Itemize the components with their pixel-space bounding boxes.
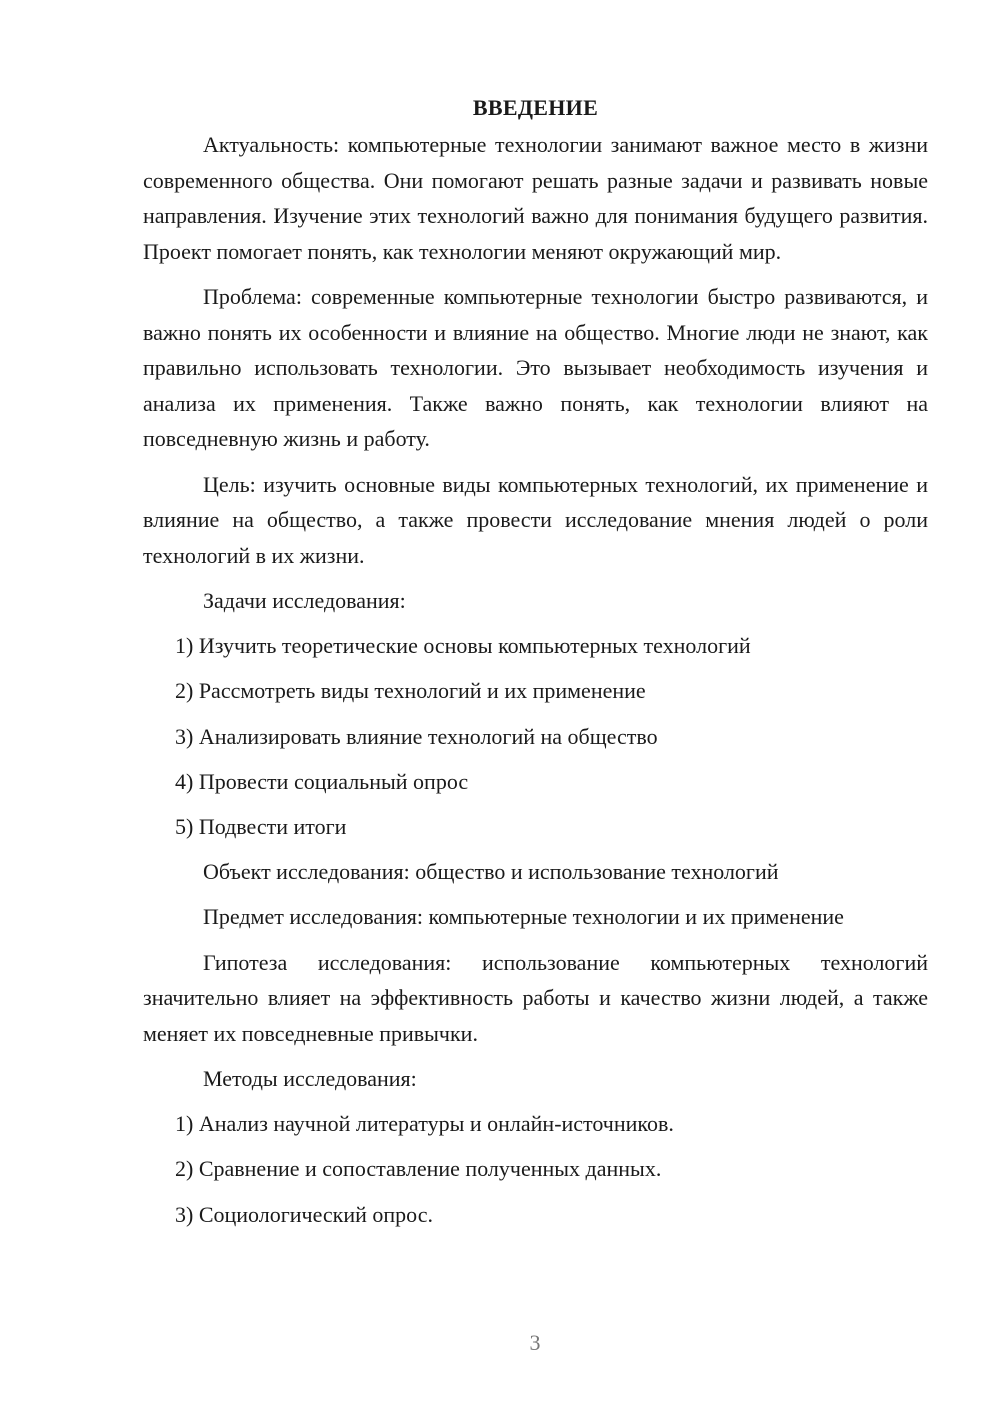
method-item: 2) Сравнение и сопоставление полученных данных. [175, 1156, 662, 1182]
hypothesis-paragraph: Гипотеза исследования: использование компьютерных технологий значительно влияет на эффективность работы и качество жизни людей, а также меняет их повседневные привычки. [143, 949, 928, 1046]
problem-paragraph: Проблема: современные компьютерные технологии быстро развиваются, и важно понять их особенности и влияние на общество. Многие люди не знают, как правильно использовать технологии. Это вызывает необходимость изучения и анализа их применения. Также важно понять, как технологии влияют на повседневную жизнь и работу. [143, 284, 928, 451]
method-item: 1) Анализ научной литературы и онлайн-источников. [175, 1111, 674, 1137]
document-page [143, 93, 928, 1242]
section-title: ВВЕДЕНИЕ [472, 95, 599, 120]
task-item: 3) Анализировать влияние технологий на общество [175, 723, 658, 749]
research-subject: Предмет исследования: компьютерные технологии и их применение [203, 904, 844, 930]
methods-heading: Методы исследования: [203, 1066, 417, 1091]
task-item: 4) Провести социальный опрос [175, 768, 469, 794]
page-number: 3 [529, 1330, 541, 1355]
relevance-paragraph: Актуальность: компьютерные технологии занимают важное место в жизни современного общества. Они помогают решать разные задачи и развивать новые направления. Изучение этих технологий важно для понимания будущего развития. Проект помогает понять, как технологии меняют окружающий мир. [143, 132, 928, 264]
tasks-heading: Задачи исследования: [203, 588, 406, 613]
task-item: 2) Рассмотреть виды технологий и их применение [175, 678, 646, 704]
research-object: Объект исследования: общество и использование технологий [203, 859, 779, 885]
task-item: 1) Изучить теоретические основы компьютерных технологий [175, 633, 751, 659]
task-item: 5) Подвести итоги [175, 813, 347, 839]
method-item: 3) Социологический опрос. [175, 1201, 433, 1227]
goal-paragraph: Цель: изучить основные виды компьютерных технологий, их применение и влияние на общество, а также провести исследование мнения людей о роли технологий в их жизни. [143, 471, 928, 568]
